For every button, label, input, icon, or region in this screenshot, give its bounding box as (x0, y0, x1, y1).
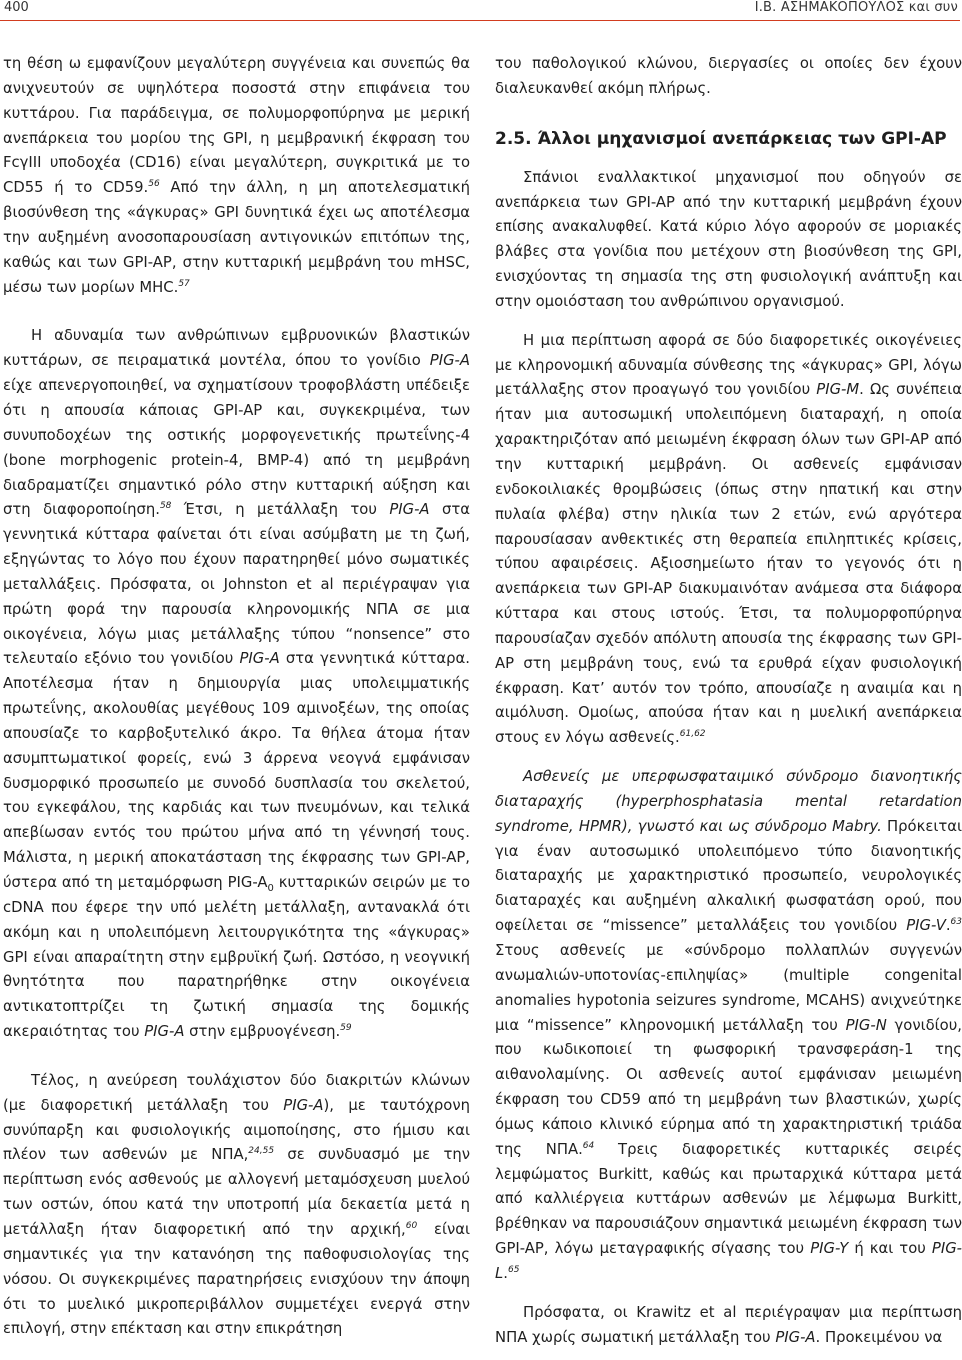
page-header (0, 0, 960, 22)
paragraph: τη θέση ω εμφανίζουν μεγαλύτερη συγγένεια και συνεπώς θα ανιχνευτούν σε υψηλότερα ποσοστά στην επιφάνεια του κυττάρου. Για παράδειγμα, σε πολυμορφοπύρηνα με μερική ανεπάρκεια του μορίου της GPI, η μεμβρανική έκφραση του FcγIII υποδοχέα (CD16) είναι μεγαλύτερη, συγκριτικά με το CD55 ή το CD59.56 Από την άλλη, η μη αποτελεσματική βιοσύνθεση της «άγκυρας» GPI δυνητικά έχει ως αποτέλεσμα την αυξημένη ανοσοπαρουσίαση αντιγονικών επιτόπων της, καθώς και των GPI-AP, στην κυτταρική μεμβράνη του mHSC, μέσω των μορίων MHC.$^{57}$ (3, 55, 470, 296)
paragraph: του παθολογικού κλώνου, διεργασίες οι οποίες δεν έχουν διαλευκανθεί ακόμη πλήρως. (495, 55, 962, 97)
running-title: Ι.Β. ΑΣΗΜΑΚΟΠΟΥΛΟΣ και συν (754, 0, 958, 15)
right-column (495, 52, 962, 1351)
paragraph: Τέλος, η ανεύρεση τουλάχιστον δύο διακριτών κλώνων (με διαφορετική μετάλλαξη του PIG-A), με ταυτόχρονη συνύπαρξη και φυσιολογικής αιμοποίησης, στο ήμισυ και πλέον των ασθενών με ΝΠΑ,$^{24,55}$ σε συνδυασμό με την περίπτωση ενός ασθενούς με αλλογενή μεταμόσχευση μυελού των οστών, όπου κατά την υποτροπή μία δεκαετία μετά η μετάλλαξη ήταν διαφορετική από την αρχική,$^{60}$ είναι σημαντικές για την κατανόηση της παθοφυσιολογίας της νόσου. Οι συγκεκριμένες παρατηρήσεις ενισχύουν την άποψη ότι το μυελικό μικροπεριβάλλον συμμετέχει ενεργά στην επιλογή, στην επέκταση και στην επικράτηση (3, 1071, 470, 1338)
header-rule (0, 20, 960, 21)
paragraph: Πρόσφατα, οι Krawitz et al περιέγραψαν μια περίπτωση ΝΠΑ χωρίς σωματική μετάλλαξη του PIG-A. Προκειμένου να (495, 1303, 962, 1346)
page-number: 400 (4, 0, 29, 15)
left-column (3, 52, 470, 1342)
paragraph: Σπάνιοι εναλλακτικοί μηχανισμοί που οδηγούν σε ανεπάρκεια των GPI-AP από την κυτταρική μεμβράνη έχουν επίσης ανακαλυφθεί. Κατά κύριο λόγο αφορούν σε μοριακές βλάβες στα γονίδια που μετέχουν στη βιοσύνθεση της GPI, ενισχύοντας τη σημασία της στη φυσιολογική ανάπτυξη και στην ομοιόσταση του ανθρώπινου οργανισμού. (495, 168, 962, 310)
paragraph: Η αδυναμία των ανθρώπινων εμβρυονικών βλαστικών κυττάρων, σε πειραματικά μοντέλα, όπου το γονίδιο PIG-A είχε απενεργοποιηθεί, να σχηματίσουν τροφοβλάστη υπέδειξε ότι η απουσία κάποιας GPI-AP και, συγκεκριμένα, των συνυποδοχέων της οστικής μορφογενετικής πρωτεΐνης-4 (bone morphogenic protein-4, BMP-4) από τη μεμβράνη διαδραματίζει σημαντικό ρόλο στην κυτταρική αύξηση και στη διαφοροποίηση.$^{58}$ Έτσι, η μετάλλαξη του PIG-A στα γεννητικά κύτταρα φαίνεται ότι είναι ασύμβατη με τη ζωή, εξηγώντας το λόγο που έχουν παρατηρηθεί μόνο σωματικές μεταλλάξεις. Πρόσφατα, οι Johnston et al περιέγραψαν για πρώτη φορά την παρουσία κληρονομικής ΝΠΑ σε μια οικογένεια, λόγω μιας μετάλλαξης τύπου “nonsence” στο τελευταίο εξόνιο του γονιδίου PIG-A στα γεννητικά κύτταρα. Αποτέλεσμα ήταν η δημιουργία μιας υπολειμματικής πρωτεΐνης, ακολουθίας μεγέθους 109 αμινοξέων, της οποίας απουσίαζε το καρβοξυτελικό άκρο. Τα θήλεα άτομα ήταν ασυμπτωματικοί φορείς, ενώ 3 άρρενα νεογνά εμφάνισαν δυσμορφικό προσωπείο με συνοδό δυσπλασία του σκελετού, του εγκεφάλου, της καρδιάς και των πνευμόνων, και τελικά απεβίωσαν εντός του πρώτου μήνα από τη γέννησή τους. Μάλιστα, η μερική αποκατάσταση της έκφρασης των GPI-AP, ύστερα από τη μεταμόρφωση PIG-$A_0$ κυτταρικών σειρών με το cDNA που έφερε την υπό μελέτη μετάλλαξη, αντανακλά ότι ακόμη και η υπολειπόμενη λειτουργικότητα της «άγκυρας» GPI είναι απαραίτητη στην εμβρυϊκή ζωή. Ωστόσο, η νεογνική θνητότητα που παρατηρήθηκε στην οικογένεια αντικατοπτρίζει τη ζωτική σημασία της δομικής ακεραιότητας του PIG-A στην εμβρυογένεση.$^{59}$ (3, 327, 471, 1041)
paragraph: Η μια περίπτωση αφορά σε δύο διαφορετικές οικογένειες με κληρονομική αδυναμία σύνθεσης της «άγκυρας» GPI, λόγω μετάλλαξης στον προαγωγό του γονιδίου PIG-M. Ως συνέπεια ήταν μια αυτοσωμική υπολειπόμενη διαταραχή, η οποία χαρακτηριζόταν από μειωμένη έκφραση όλων των GPI-AP από την κυτταρική μεμβράνη. Οι ασθενείς εμφάνισαν ενδοκοιλιακές θρομβώσεις (όπως στην ηπατική και στην πυλαία φλέβα) στην ηλικία των 2 ετών, ενώ αργότερα παρουσίασαν ανθεκτικές στη θεραπεία επιληπτικές κρίσεις, τύπου αφαιρέσεις. Αξιοσημείωτο ήταν το γεγονός ότι η ανεπάρκεια των GPI-AP διακυμαινόταν ανάμεσα στα διάφορα κύτταρα και στους ιστούς. Έτσι, τα πολυμορφοπύρηνα παρουσίαζαν σχεδόν απόλυτη απουσία της έκφρασης των GPI-AP στη μεμβράνη τους, ενώ τα ερυθρά είχαν φυσιολογική έκφραση. Κατ’ αυτόν τον τρόπο, απουσίαζε η αναιμία και η αιμόλυση. Ομοίως, απούσα ήταν και η μυελική ανεπάρκεια στους εν λόγω ασθενείς.$^{61,62}$ (495, 331, 962, 747)
paragraph: Ασθενείς με υπερφωσφαταιμικό σύνδρομο διανοητικής διαταραχής (hyperphosphatasia mental retardation syndrome, HPMR), γνωστό και ως σύνδρομο Mabry. Πρόκειται για έναν αυτοσωμικό υπολειπόμενο τύπο διανοητικής διαταραχής με χαρακτηριστικό προσωπείο, νευρολογικές διαταραχές και αυξημένη αλκαλική φωσφατάση ορού, που οφείλεται σε “missence” μεταλλάξεις του γονιδίου PIG-V.$^{63}$ Στους ασθενείς με «σύνδρομο πολλαπλών συγγενών ανωμαλιών-υποτονίας-επιληψίας» (multiple congenital anomalies hypotonia seizures syndrome, MCAHS) ανιχνεύτηκε μια “missence” κληρονομική μετάλλαξη του PIG-N γονιδίου, που κωδικοποιεί τη φωσφορική τρανσφεράση-1 της αιθανολαμίνης. Οι ασθενείς αυτοί εμφάνισαν μειωμένη έκφραση του CD59 από τη μεμβράνη των βλαστικών, χωρίς όμως κάποιο κλινικό εύρημα από τη χαρακτηριστική τριάδα της ΝΠΑ.$^{64}$ Τρεις διαφορετικές κυτταρικές σειρές λεμφώματος Burkitt, καθώς και πρωταρχικά κύτταρα μετά από καλλιέργεια κυττάρων ασθενών με λέμφωμα Burkitt, βρέθηκαν να παρουσιάζουν σημαντικά μειωμένη έκφραση των GPI-AP, λόγω μεταγραφικής σίγασης του PIG-Y ή και του PIG-L.$^{65}$ (495, 768, 962, 1282)
section-heading: 2.5. Άλλοι μηχανισμοί ανεπάρκειας των GPI-AP (495, 128, 947, 149)
